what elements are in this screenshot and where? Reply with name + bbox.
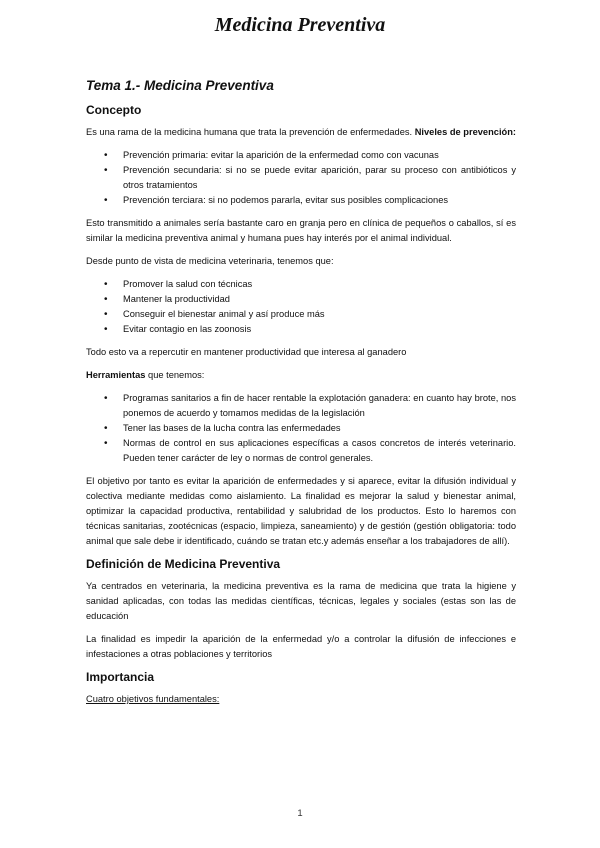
document-title: Medicina Preventiva xyxy=(214,14,386,36)
document-body xyxy=(86,78,516,707)
niveles-label: Niveles de prevención: xyxy=(414,127,516,137)
objetivo-paragraph: El objetivo por tanto es evitar la aparición de enfermedades y si aparece, evitar la difusión individual y colectiva mediante medidas como aislamiento. La finalidad es mejorar la salud y bienestar animal, optimizar la capacidad productiva, rentabilidad y salubridad de los productos. Esto lo haremos con técnicas sanitarias, zootécnicas (espacio, limpieza, saneamiento) y de gestión (gestión obligatoria: todo animal que sale debe ir identificado, cuándo se tratan etc.y además enseñar a los trabajadores de allí). xyxy=(86,476,516,546)
tools-intro-text: que tenemos: xyxy=(145,370,205,380)
importancia-heading: Importancia xyxy=(86,670,155,684)
list-item: • Prevención primaria: evitar la aparición de la enfermedad como con vacunas xyxy=(86,148,516,163)
concepto-intro-text: Es una rama de la medicina humana que trata la prevención de enfermedades. xyxy=(86,127,413,137)
concepto-heading: Concepto xyxy=(86,103,142,117)
list-item: • Normas de control en sus aplicaciones específicas a casos concretos de interés veterinario. Pueden tener carácter de ley o normas de control generales. xyxy=(86,436,516,466)
animals-paragraph: Esto transmitido a animales sería bastante caro en granja pero en clínica de pequeños o caballos, sí es similar la medicina preventiva animal y humana pues hay interés por el animal individual. xyxy=(86,218,516,243)
vet-paragraph: Desde punto de vista de medicina veterinaria, tenemos que: xyxy=(86,256,334,266)
list-item: • Evitar contagio en las zoonosis xyxy=(86,322,516,337)
list-item: • Prevención terciara: si no podemos pararla, evitar sus posibles complicaciones xyxy=(86,193,516,208)
vet-goals-list xyxy=(86,277,516,337)
list-item: • Tener las bases de la lucha contra las enfermedades xyxy=(86,421,516,436)
prevention-levels-list xyxy=(86,148,516,208)
definicion-paragraph-1: Ya centrados en veterinaria, la medicina preventiva es la rama de medicina que trata la higiene y sanidad aplicadas, con todas las medidas científicas, técnicas, legales y sociales (estas son las de educación xyxy=(86,581,516,621)
list-item: • Conseguir el bienestar animal y así produce más xyxy=(86,307,516,322)
tema-title: Tema 1.- Medicina Preventiva xyxy=(86,78,274,93)
tools-list xyxy=(86,391,516,466)
list-item: • Mantener la productividad xyxy=(86,292,516,307)
importancia-subheading: Cuatro objetivos fundamentales: xyxy=(86,694,220,704)
page-number: 1 xyxy=(297,808,303,819)
concepto-intro xyxy=(86,125,516,140)
list-item: • Programas sanitarios a fin de hacer rentable la explotación ganadera: en cuanto hay brote, nos ponemos de acuerdo y tomamos medidas de la legislación xyxy=(86,391,516,421)
tools-intro xyxy=(86,368,516,383)
definicion-paragraph-2: La finalidad es impedir la aparición de la enfermedad y/o a controlar la difusión de infecciones e infestaciones a otras poblaciones y territorios xyxy=(86,634,516,659)
definicion-heading: Definición de Medicina Preventiva xyxy=(86,557,281,571)
list-item: • Promover la salud con técnicas xyxy=(86,277,516,292)
list-item: • Prevención secundaria: si no se puede evitar aparición, parar su proceso con antibióticos y otros tratamientos xyxy=(86,163,516,193)
repercutir-paragraph: Todo esto va a repercutir en mantener productividad que interesa al ganadero xyxy=(86,347,407,357)
tools-label: Herramientas xyxy=(86,370,146,380)
